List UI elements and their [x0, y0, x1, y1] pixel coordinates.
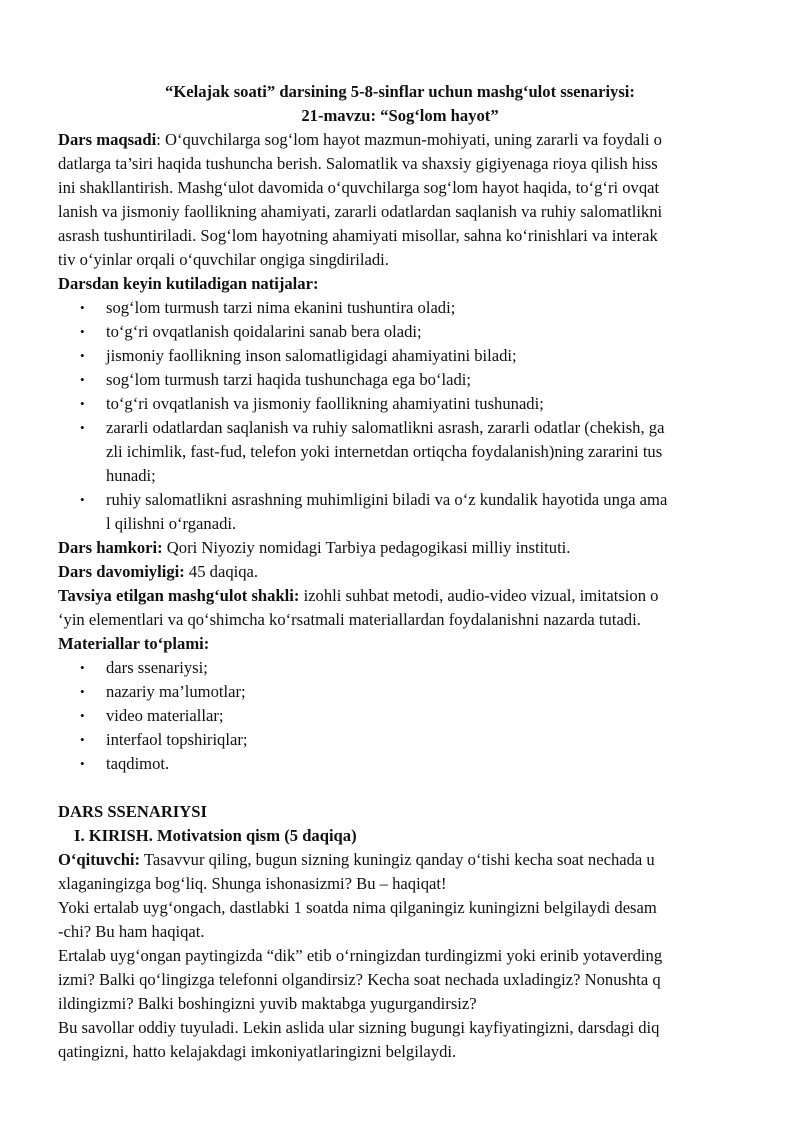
paragraph-line: izmi? Balki qo‘lingizga telefonni olgandirsiz? Kecha soat nechada uxladingiz? Nonushta q — [58, 970, 661, 989]
goal-line: tiv o‘yinlar orqali o‘quvchilar ongiga singdiriladi. — [58, 250, 389, 269]
title-line-1: “Kelajak soati” darsining 5-8-sinflar uchun mashg‘ulot ssenariysi: — [165, 82, 635, 101]
partner-line — [58, 536, 748, 560]
goal-line: asrash tushuntiriladi. Sog‘lom hayotning ahamiyati misollar, sahna ko‘rinishlari va interak — [58, 226, 658, 245]
format-line — [58, 584, 748, 608]
bullet-icon: • — [80, 660, 85, 675]
bullet-icon: • — [80, 708, 85, 723]
document-body — [58, 128, 748, 1064]
goal-label: Dars maqsadi — [58, 130, 157, 149]
list-item-text: interfaol topshiriqlar; — [106, 730, 248, 749]
paragraph-line: Ertalab uyg‘ongan paytingizda “dik” etib o‘rningizdan turdingizmi yoki erinib yotaverding — [58, 946, 663, 965]
list-item-text: l qilishni o‘rganadi. — [106, 514, 237, 533]
title-line-2: 21-mavzu: “Sog‘lom hayot” — [301, 106, 499, 125]
list-item — [58, 728, 748, 752]
materials-heading: Materiallar to‘plami: — [58, 634, 210, 653]
bullet-icon: • — [80, 684, 85, 699]
goal-line: datlarga ta’siri haqida tushuncha berish. Salomatlik va shaxsiy gigiyenaga rioya qilish hiss — [58, 154, 658, 173]
paragraph-line: Yoki ertalab uyg‘ongach, dastlabki 1 soatda nima qilganingiz kuningizni belgilaydi desam — [58, 898, 657, 917]
list-item-text: to‘g‘ri ovqatlanish va jismoniy faollikning ahamiyatini tushunadi; — [106, 394, 544, 413]
paragraph-line: qatingizni, hatto kelajakdagi imkoniyatlaringizni belgilaydi. — [58, 1042, 457, 1061]
bullet-icon: • — [80, 300, 85, 315]
list-item — [58, 392, 748, 416]
list-item — [58, 368, 748, 392]
goal-text: : O‘quvchilarga sog‘lom hayot mazmun-mohiyati, uning zararli va foydali o — [156, 130, 662, 149]
teacher-text: Tasavvur qiling, bugun sizning kuningiz qanday o‘tishi kecha soat nechada u — [140, 850, 655, 869]
spacer — [58, 776, 748, 800]
goal-line: ini shakllantirish. Mashg‘ulot davomida o‘quvchilarga sog‘lom hayot haqida, to‘g‘ri ovqat — [58, 178, 660, 197]
list-item-text: nazariy ma’lumotlar; — [106, 682, 246, 701]
list-item — [58, 680, 748, 704]
paragraph-line: Bu savollar oddiy tuyuladi. Lekin aslida ular sizning bugungi kayfiyatingizni, darsdagi diq — [58, 1018, 660, 1037]
partner-value: Qori Niyoziy nomidagi Tarbiya pedagogikasi milliy instituti. — [162, 538, 571, 557]
paragraph-line: -chi? Bu ham haqiqat. — [58, 922, 205, 941]
scenario-subheading: I. KIRISH. Motivatsion qism (5 daqiqa) — [74, 826, 357, 845]
list-item — [58, 656, 748, 680]
list-item — [58, 296, 748, 320]
list-item-text: to‘g‘ri ovqatlanish qoidalarini sanab bera oladi; — [106, 322, 422, 341]
bullet-icon: • — [80, 348, 85, 363]
bullet-icon: • — [80, 732, 85, 747]
teacher-line — [58, 848, 748, 872]
materials-list — [58, 656, 748, 776]
list-item — [58, 416, 748, 488]
list-item-text: hunadi; — [106, 466, 156, 485]
goal-line: lanish va jismoniy faollikning ahamiyati, zararli odatlardan saqlanish va ruhiy salomatlikni — [58, 202, 663, 221]
outcomes-heading: Darsdan keyin kutiladigan natijalar: — [58, 274, 319, 293]
bullet-icon: • — [80, 492, 85, 507]
goal-line — [58, 128, 748, 152]
bullet-icon: • — [80, 420, 85, 435]
paragraph-line: ildingizmi? Balki boshingizni yuvib maktabga yugurgandirsiz? — [58, 994, 477, 1013]
list-item-text: taqdimot. — [106, 754, 170, 773]
outcomes-list — [58, 296, 748, 536]
list-item-text: jismoniy faollikning inson salomatligidagi ahamiyatini biladi; — [106, 346, 517, 365]
list-item — [58, 344, 748, 368]
list-item — [58, 752, 748, 776]
scenario-heading: DARS SSENARIYSI — [58, 802, 207, 821]
bullet-icon: • — [80, 372, 85, 387]
list-item-text: sog‘lom turmush tarzi nima ekanini tushuntira oladi; — [106, 298, 456, 317]
list-item-text: ruhiy salomatlikni asrashning muhimligini biladi va o‘z kundalik hayotida unga ama — [106, 490, 668, 509]
list-item — [58, 320, 748, 344]
duration-label: Dars davomiyligi: — [58, 562, 185, 581]
format-value: izohli suhbat metodi, audio-video vizual, imitatsion o — [299, 586, 659, 605]
bullet-icon: • — [80, 396, 85, 411]
format-line: ‘yin elementlari va qo‘shimcha ko‘rsatmali materiallardan foydalanishni nazarda tutadi. — [58, 610, 641, 629]
duration-line — [58, 560, 748, 584]
document-title — [0, 80, 800, 128]
list-item — [58, 704, 748, 728]
format-label: Tavsiya etilgan mashg‘ulot shakli: — [58, 586, 300, 605]
list-item-text: video materiallar; — [106, 706, 224, 725]
paragraph-line: xlaganingizga bog‘liq. Shunga ishonasizmi? Bu – haqiqat! — [58, 874, 447, 893]
partner-label: Dars hamkori: — [58, 538, 163, 557]
list-item-text: sog‘lom turmush tarzi haqida tushunchaga ega bo‘ladi; — [106, 370, 471, 389]
list-item-text: zararli odatlardan saqlanish va ruhiy salomatlikni asrash, zararli odatlar (chekish, ga — [106, 418, 665, 437]
list-item-text: dars ssenariysi; — [106, 658, 208, 677]
bullet-icon: • — [80, 324, 85, 339]
bullet-icon: • — [80, 756, 85, 771]
list-item-text: zli ichimlik, fast-fud, telefon yoki internetdan ortiqcha foydalanish)ning zararini tus — [106, 442, 663, 461]
duration-value: 45 daqiqa. — [184, 562, 259, 581]
list-item — [58, 488, 748, 536]
teacher-label: O‘qituvchi: — [58, 850, 141, 869]
